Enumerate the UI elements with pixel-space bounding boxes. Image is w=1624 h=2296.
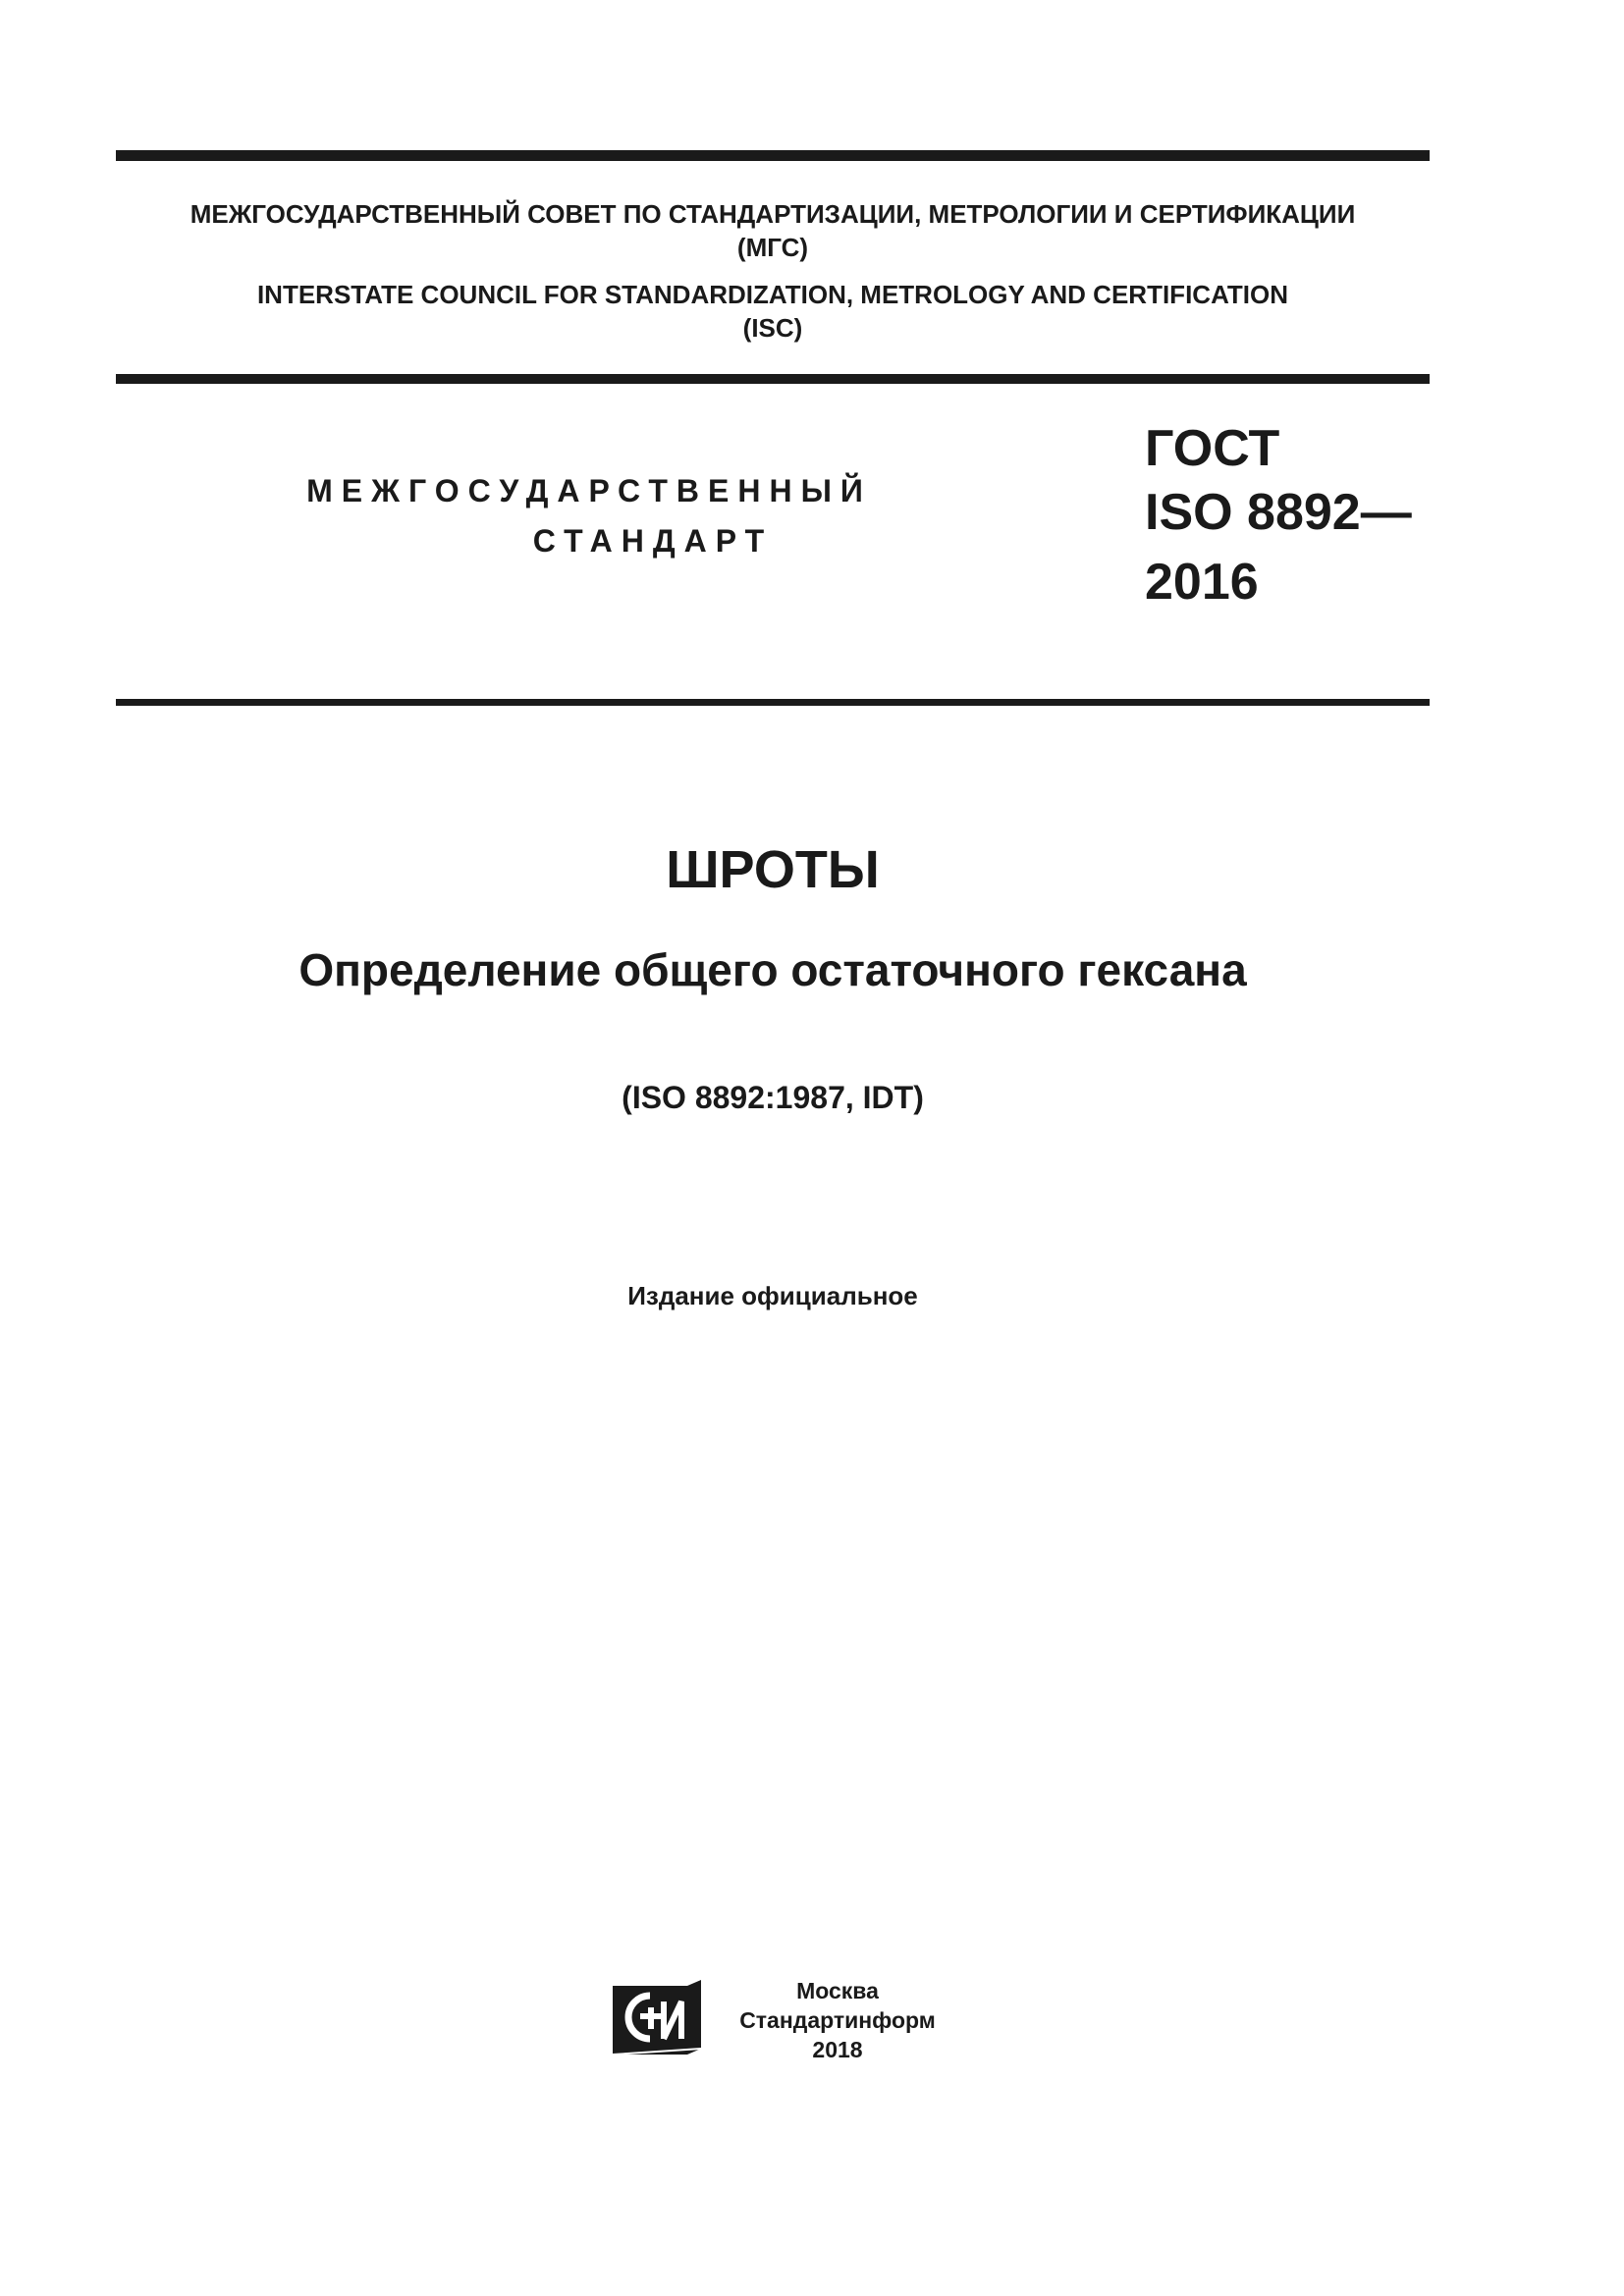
- publication-year: 2018: [812, 2037, 863, 2062]
- document-title: ШРОТЫ: [666, 840, 880, 899]
- document-subtitle: Определение общего остаточного гексана: [298, 944, 1247, 995]
- council-name-en: INTERSTATE COUNCIL FOR STANDARDIZATION, METROLOGY AND CERTIFICATION: [256, 280, 1289, 309]
- lower-rule: [116, 699, 1430, 706]
- designation-line2: ISO 8892—: [1145, 484, 1412, 541]
- iso-reference: (ISO 8892:1987, IDT): [622, 1080, 924, 1115]
- designation-line3: 2016: [1145, 554, 1259, 611]
- designation-line1: ГОСТ: [1145, 420, 1280, 477]
- publisher-block: [725, 1976, 950, 2064]
- standard-kind-line1: МЕЖГОСУДАРСТВЕННЫЙ: [306, 473, 872, 508]
- middle-rule: [116, 374, 1430, 384]
- publisher-name: Стандартинформ: [739, 2007, 936, 2033]
- edition-note: Издание официальное: [627, 1281, 918, 1310]
- standartinform-logo-icon: [611, 1978, 705, 2056]
- top-rule: [116, 150, 1430, 161]
- council-name-ru: МЕЖГОСУДАРСТВЕННЫЙ СОВЕТ ПО СТАНДАРТИЗАЦИИ, МЕТРОЛОГИИ И СЕРТИФИКАЦИИ: [189, 199, 1356, 229]
- standard-kind-line2: СТАНДАРТ: [532, 523, 774, 559]
- publisher-city: Москва: [796, 1978, 879, 2003]
- council-abbr-en: (ISC): [742, 313, 803, 343]
- council-abbr-ru: (МГС): [736, 233, 809, 262]
